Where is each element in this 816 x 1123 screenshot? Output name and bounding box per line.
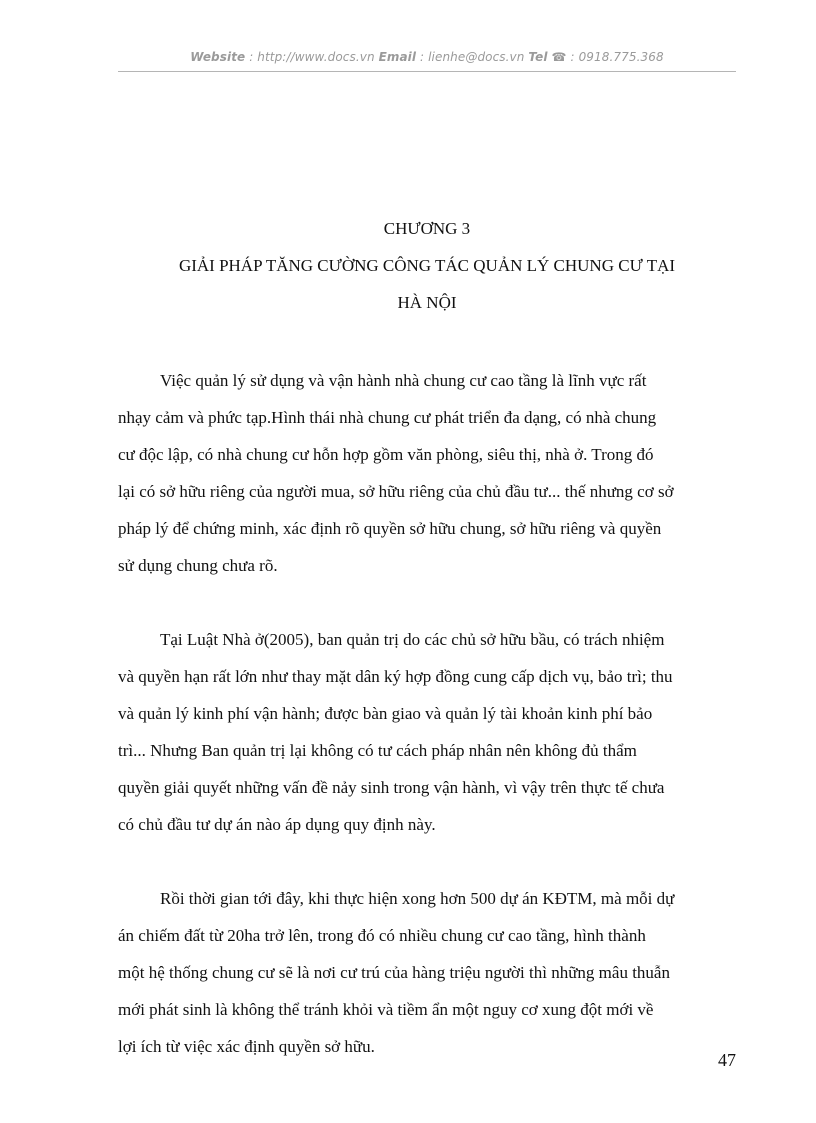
chapter-title-line-2: HÀ NỘI [397, 293, 457, 312]
text-line: trì... Nhưng Ban quản trị lại không có tư cách pháp nhân nên không đủ thẩm [118, 741, 637, 760]
text-line: quyền giải quyết những vấn đề nảy sinh trong vận hành, vì vậy trên thực tế chưa [118, 778, 665, 797]
email-value: lienhe@docs.vn [428, 50, 525, 64]
tel-sep: : [566, 50, 579, 64]
email-sep: : [416, 50, 429, 64]
text-line: lại có sở hữu riêng của người mua, sở hữu riêng của chủ đầu tư... thế nhưng cơ sở [118, 482, 674, 501]
text-line: một hệ thống chung cư sẽ là nơi cư trú của hàng triệu người thì những mâu thuẫn [118, 963, 670, 982]
phone-icon: ☎ [551, 50, 567, 64]
header-divider [118, 71, 736, 72]
text-line: có chủ đầu tư dự án nào áp dụng quy định này. [118, 815, 436, 834]
text-line: và quản lý kinh phí vận hành; được bàn giao và quản lý tài khoản kinh phí bảo [118, 704, 653, 723]
text-line: nhạy cảm và phức tạp.Hình thái nhà chung cư phát triển đa dạng, có nhà chung [118, 408, 657, 427]
paragraph-2 [118, 621, 736, 843]
page-number: 47 [718, 1050, 736, 1070]
chapter-number: CHƯƠNG 3 [383, 219, 471, 238]
text-line: Rồi thời gian tới đây, khi thực hiện xong hơn 500 dự án KĐTM, mà mỗi dự [160, 889, 675, 908]
website-label: Website [190, 50, 246, 64]
body-text [118, 362, 736, 1102]
website-url: http://www.docs.vn [257, 50, 375, 64]
text-line: án chiếm đất từ 20ha trở lên, trong đó có nhiều chung cư cao tầng, hình thành [118, 926, 646, 945]
text-line: pháp lý để chứng minh, xác định rõ quyền sở hữu chung, sở hữu riêng và quyền [118, 519, 662, 538]
chapter-title-line-1: GIẢI PHÁP TĂNG CƯỜNG CÔNG TÁC QUẢN LÝ CHUNG CƯ TẠI [178, 256, 676, 275]
paragraph-3 [118, 880, 736, 1065]
email-label: Email [378, 50, 417, 64]
tel-label: Tel [528, 50, 548, 64]
website-sep: : [245, 50, 258, 64]
text-line: Việc quản lý sử dụng và vận hành nhà chung cư cao tầng là lĩnh vực rất [160, 371, 647, 390]
text-line: Tại Luật Nhà ở(2005), ban quản trị do các chủ sở hữu bầu, có trách nhiệm [160, 630, 665, 649]
chapter-heading [118, 210, 736, 321]
paragraph-1 [118, 362, 736, 584]
text-line: và quyền hạn rất lớn như thay mặt dân ký hợp đồng cung cấp dịch vụ, bảo trì; thu [118, 667, 673, 686]
text-line: cư độc lập, có nhà chung cư hỗn hợp gồm văn phòng, siêu thị, nhà ở. Trong đó [118, 445, 654, 464]
text-line: sử dụng chung chưa rõ. [118, 556, 278, 575]
text-line: mới phát sinh là không thể tránh khỏi và tiềm ẩn một nguy cơ xung đột mới về [118, 1000, 654, 1019]
text-line: lợi ích từ việc xác định quyền sở hữu. [118, 1037, 375, 1056]
tel-value: 0918.775.368 [578, 50, 664, 64]
page-header [118, 50, 736, 64]
